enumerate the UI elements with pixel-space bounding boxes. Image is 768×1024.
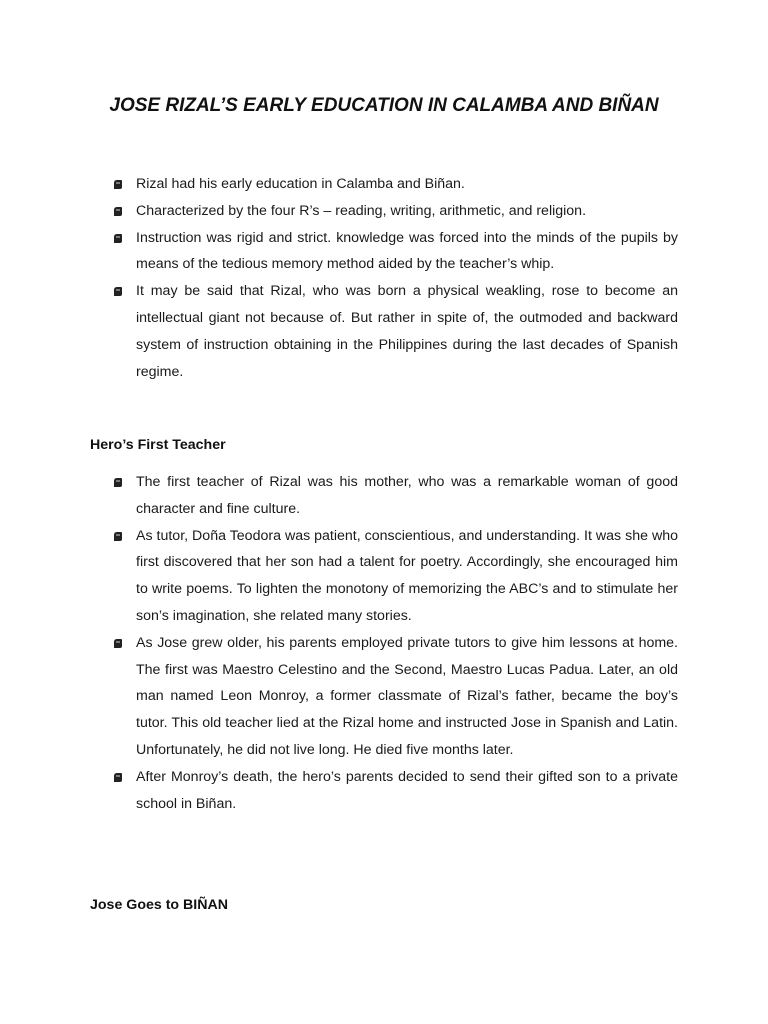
section-heading-first-teacher: Hero’s First Teacher — [90, 437, 226, 453]
bullet-text: It may be said that Rizal, who was born a physical weakling, rose to become an intellectual giant not because of. But rather in spite of, the outmoded and backward system of instruction obtaining in the Philippines during the last decades of Spanish regime. — [136, 283, 678, 380]
list-item — [112, 225, 678, 279]
list-item — [112, 764, 678, 818]
bullet-text: Instruction was rigid and strict. knowledge was forced into the minds of the pupils by means of the tedious memory method aided by the teacher’s whip. — [136, 229, 678, 273]
bullet-text: As tutor, Doña Teodora was patient, conscientious, and understanding. It was she who first discovered that her son had a talent for poetry. Accordingly, she encouraged him to write poems. To lighten the monotony of memorizing the ABC’s and to stimulate her son’s imagination, she related many stories. — [136, 527, 678, 624]
quill-bullet-icon — [112, 179, 123, 190]
quill-bullet-icon — [112, 531, 123, 542]
list-item — [112, 171, 678, 198]
bullet-text: Rizal had his early education in Calamba and Biñan. — [136, 176, 465, 192]
document-title: JOSE RIZAL’S EARLY EDUCATION IN CALAMBA AND BIÑAN — [109, 95, 659, 116]
section-heading-jose-goes-to-binan: Jose Goes to BIÑAN — [90, 897, 228, 913]
intro-bullet-list — [112, 171, 678, 385]
list-item — [112, 469, 678, 523]
list-item — [112, 630, 678, 764]
first-teacher-bullet-list — [112, 469, 678, 817]
quill-bullet-icon — [112, 286, 123, 297]
quill-bullet-icon — [112, 233, 123, 244]
list-item — [112, 278, 678, 385]
list-item — [112, 198, 678, 225]
bullet-text: Characterized by the four R’s – reading, writing, arithmetic, and religion. — [136, 202, 587, 219]
quill-bullet-icon — [112, 477, 123, 488]
bullet-text: As Jose grew older, his parents employed private tutors to give him lessons at home. The first was Maestro Celestino and the Second, Maestro Lucas Padua. Later, an old man named Leon Monroy, a former classmate of Rizal’s father, became the boy’s tutor. This old teacher lied at the Rizal home and instructed Jose in Spanish and Latin. Unfortunately, he did not live long. He died five months later. — [136, 634, 678, 758]
quill-bullet-icon — [112, 772, 123, 783]
list-item — [112, 523, 678, 630]
quill-bullet-icon — [112, 206, 123, 217]
bullet-text: After Monroy’s death, the hero’s parents decided to send their gifted son to a private school in Biñan. — [136, 768, 678, 812]
quill-bullet-icon — [112, 638, 123, 649]
bullet-text: The first teacher of Rizal was his mother, who was a remarkable woman of good character and fine culture. — [136, 474, 678, 517]
